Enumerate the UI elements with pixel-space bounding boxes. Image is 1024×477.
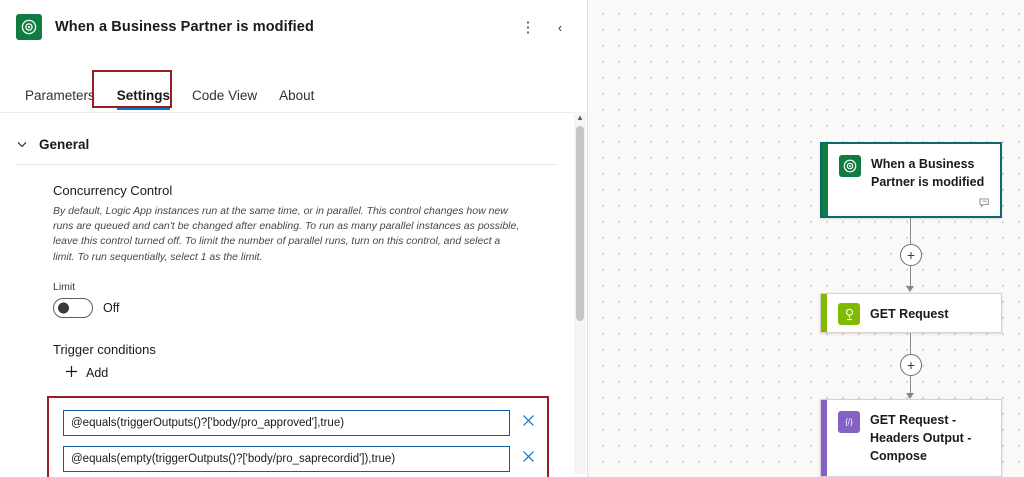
connector-arrow [906,286,914,292]
tab-settings[interactable]: Settings [106,82,181,112]
panel-tabs [0,68,587,112]
concurrency-toggle[interactable] [53,298,93,318]
more-options-button[interactable]: ⋮ [520,19,536,36]
dataverse-trigger-icon [16,14,42,40]
workflow-node-get-request[interactable] [820,293,1002,333]
panel-header [0,0,587,54]
connector-line [910,333,911,354]
scrollbar-thumb[interactable] [576,126,584,321]
tab-about[interactable]: About [279,88,315,103]
add-action-button-1[interactable]: + [900,244,922,266]
add-action-button-2[interactable]: + [900,354,922,376]
comment-icon[interactable] [979,198,992,212]
panel-scrollbar[interactable] [574,112,586,474]
workflow-node-trigger[interactable] [820,142,1002,218]
collapse-panel-button[interactable]: ‹ [557,19,563,35]
toggle-knob [58,302,69,313]
trigger-condition-input-2[interactable] [63,446,510,472]
node-title: When a Business Partner is modified [871,157,985,190]
general-section-header[interactable] [16,131,557,165]
plus-icon [65,365,78,382]
scroll-up-icon[interactable]: ▲ [576,113,584,122]
settings-content [0,113,587,477]
node-title: GET Request - Headers Output - Compose [870,413,972,464]
node-body [828,144,1000,202]
general-section-label: General [39,137,90,152]
connector-line [910,266,911,288]
concurrency-description: By default, Logic App instances run at the same time, or in parallel. This control changes how new runs are queued and can't be changed after enabling. To run as many parallel instances as possible, leave this control turned off. To limit the number of parallel runs, turn on this control, and select a limit. To run sequentially, select 1 as the limit. [53,205,520,263]
limit-toggle-row [53,298,557,318]
concurrency-title: Concurrency Control [53,183,173,198]
page-title: When a Business Partner is modified [55,19,314,35]
node-body [827,294,1001,334]
http-icon [838,303,860,325]
close-icon[interactable] [519,414,537,432]
close-icon[interactable] [519,450,537,468]
tab-parameters[interactable]: Parameters [25,88,95,103]
connector-line [910,218,911,244]
workflow-canvas[interactable] [588,0,1024,477]
trigger-conditions-highlight [47,396,549,477]
chevron-down-icon [16,139,28,151]
dataverse-trigger-icon [839,155,861,177]
svg-text:{/}: {/} [845,417,853,427]
trigger-conditions-title: Trigger conditions [53,341,156,357]
add-condition-label: Add [86,366,109,381]
compose-icon [838,411,860,433]
node-title: GET Request [870,306,949,321]
workflow-node-compose[interactable] [820,399,1002,477]
concurrency-control-block [16,165,557,477]
trigger-condition-input-1[interactable] [63,410,510,436]
trigger-condition-row [63,410,537,436]
node-body [827,400,1001,476]
add-condition-button[interactable] [59,361,116,386]
trigger-condition-row [63,446,537,472]
tab-code-view[interactable]: Code View [192,88,258,103]
toggle-state-label: Off [103,300,120,315]
limit-label: Limit [53,280,76,293]
